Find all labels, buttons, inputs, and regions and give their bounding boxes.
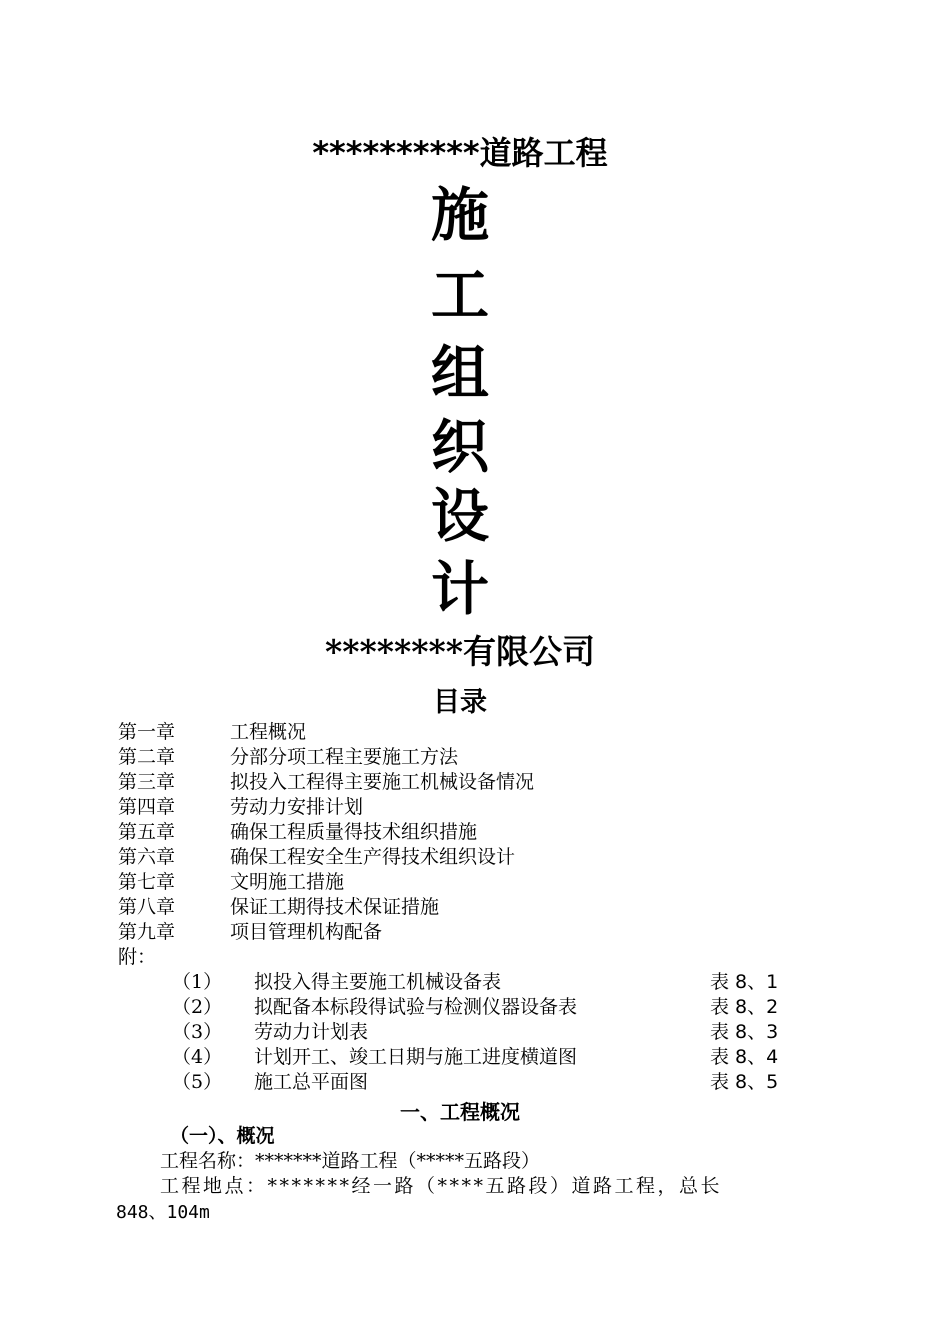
chapter-number: 第九章 bbox=[118, 921, 176, 943]
appendix-table-ref: 表 8、3 bbox=[710, 1021, 779, 1043]
chapter-number: 第八章 bbox=[118, 896, 176, 918]
toc-title: 目录 bbox=[433, 687, 487, 718]
toc-chapter bbox=[118, 770, 534, 795]
toc-chapter bbox=[118, 745, 458, 770]
vertical-title-char: 织 bbox=[430, 413, 489, 481]
chapter-number: 第四章 bbox=[118, 796, 176, 818]
project-title: **********道路工程 bbox=[312, 134, 608, 172]
chapter-title: 确保工程质量得技术组织措施 bbox=[230, 821, 478, 843]
appendix-item bbox=[172, 970, 792, 995]
appendix-item bbox=[172, 1070, 792, 1095]
chapter-number: 第二章 bbox=[118, 746, 176, 768]
toc-chapter bbox=[118, 895, 439, 920]
chapter-number: 第一章 bbox=[118, 721, 176, 743]
chapter-title: 分部分项工程主要施工方法 bbox=[230, 746, 459, 768]
section-title: 一、工程概况 bbox=[400, 1100, 520, 1124]
appendix-number: （3） bbox=[172, 1021, 223, 1043]
appendix-table-ref: 表 8、2 bbox=[710, 996, 779, 1018]
vertical-title-char: 施 bbox=[430, 181, 489, 249]
chapter-number: 第五章 bbox=[118, 821, 176, 843]
appendix-item bbox=[172, 1045, 792, 1070]
appendix-title: 计划开工、竣工日期与施工进度横道图 bbox=[254, 1046, 578, 1068]
appendix-number: （2） bbox=[172, 996, 223, 1018]
appendix-item bbox=[172, 995, 792, 1020]
chapter-title: 保证工期得技术保证措施 bbox=[230, 896, 440, 918]
company-name: ********有限公司 bbox=[324, 632, 596, 671]
appendix-number: （5） bbox=[172, 1071, 223, 1093]
project-location-line: 工程地点：*******经一路（****五路段）道路工程，总长 bbox=[160, 1175, 723, 1197]
appendix-number: （4） bbox=[172, 1046, 223, 1068]
toc-chapter bbox=[118, 920, 382, 945]
chapter-title: 劳动力安排计划 bbox=[230, 796, 364, 818]
appendix-item bbox=[172, 1020, 792, 1045]
appendix-table-ref: 表 8、4 bbox=[710, 1046, 779, 1068]
appendix-title: 拟配备本标段得试验与检测仪器设备表 bbox=[254, 996, 578, 1018]
toc-chapter bbox=[118, 845, 515, 870]
toc-chapter bbox=[118, 870, 344, 895]
appendix-number: （1） bbox=[172, 971, 223, 993]
vertical-title-char: 工 bbox=[430, 261, 489, 329]
appendix-title: 拟投入得主要施工机械设备表 bbox=[254, 971, 502, 993]
appendix-table-ref: 表 8、5 bbox=[710, 1071, 779, 1093]
chapter-title: 项目管理机构配备 bbox=[230, 921, 383, 943]
chapter-title: 确保工程安全生产得技术组织设计 bbox=[230, 846, 516, 868]
chapter-title: 工程概况 bbox=[230, 721, 307, 743]
toc-chapter bbox=[118, 820, 477, 845]
chapter-number: 第七章 bbox=[118, 871, 176, 893]
appendix-title: 劳动力计划表 bbox=[254, 1021, 369, 1043]
chapter-title: 文明施工措施 bbox=[230, 871, 345, 893]
toc-chapter bbox=[118, 795, 363, 820]
chapter-number: 第六章 bbox=[118, 846, 176, 868]
appendix-table-ref: 表 8、1 bbox=[710, 971, 779, 993]
toc-chapter bbox=[118, 720, 306, 745]
appendix-title: 施工总平面图 bbox=[254, 1071, 369, 1093]
project-name-line: 工程名称：*******道路工程（*****五路段） bbox=[160, 1150, 541, 1172]
appendix-label: 附： bbox=[118, 946, 157, 968]
vertical-title-char: 组 bbox=[430, 339, 489, 407]
project-location-continued: 848、104m bbox=[116, 1202, 210, 1223]
chapter-number: 第三章 bbox=[118, 771, 176, 793]
vertical-title-char: 计 bbox=[430, 555, 489, 623]
subsection-title: （一）、概况 bbox=[170, 1125, 275, 1147]
chapter-title: 拟投入工程得主要施工机械设备情况 bbox=[230, 771, 535, 793]
vertical-title-char: 设 bbox=[430, 482, 489, 550]
